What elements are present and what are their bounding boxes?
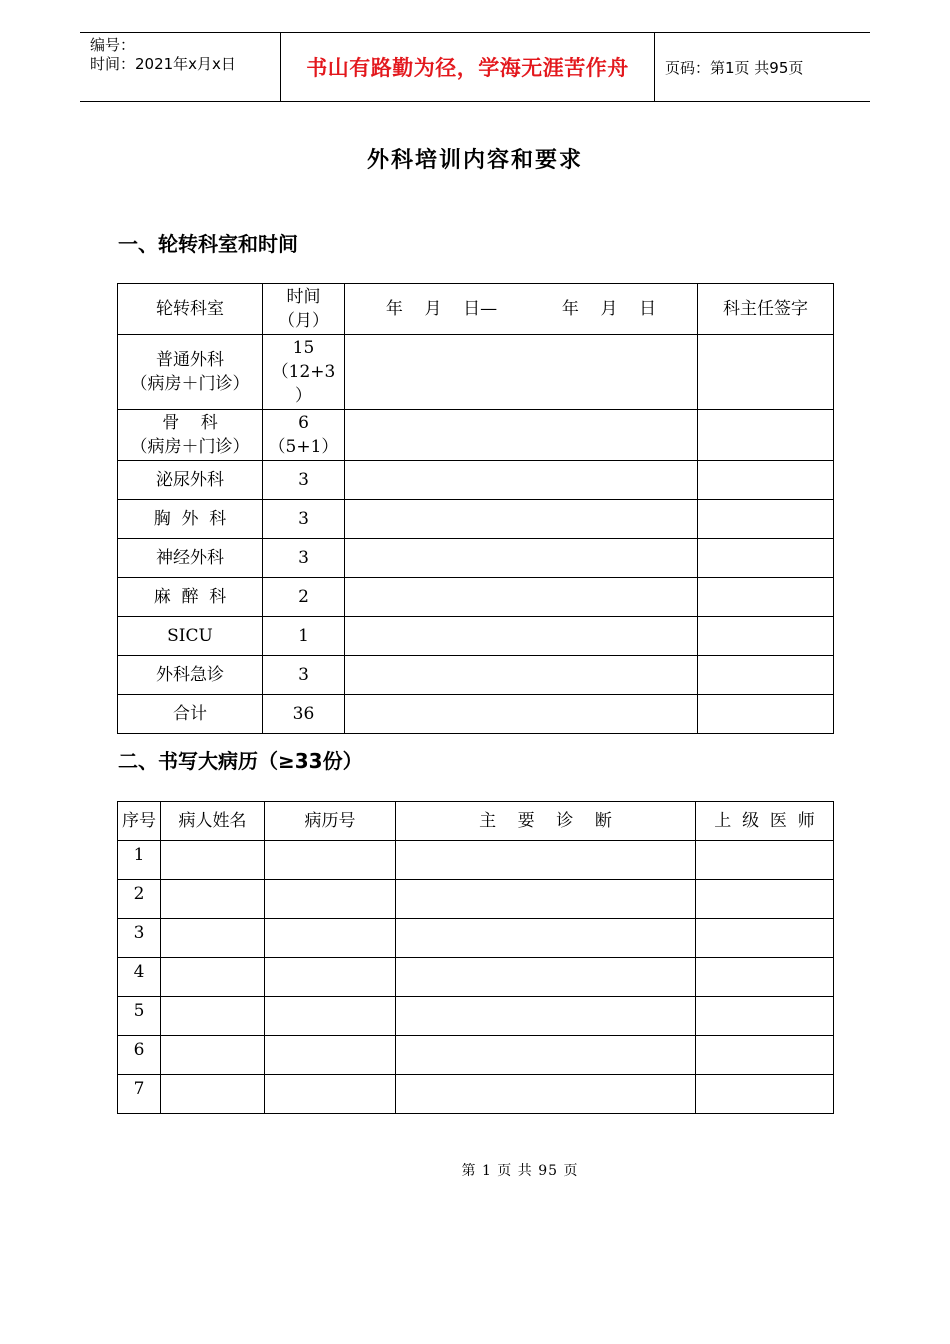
sign-cell	[698, 335, 834, 410]
patient-name-cell	[161, 1075, 265, 1114]
patient-name-cell	[161, 958, 265, 997]
table-row	[118, 1036, 834, 1075]
row-number: 7	[118, 1075, 161, 1114]
rotation-header-row	[118, 284, 834, 335]
sign-cell	[698, 656, 834, 695]
months-value: 6	[298, 413, 309, 433]
diagnosis-cell	[396, 919, 696, 958]
dept-name: 胸 外 科	[118, 500, 263, 539]
page-footer	[0, 1160, 950, 1180]
diagnosis-cell	[396, 880, 696, 919]
doctor-cell	[696, 1036, 834, 1075]
record-no-cell	[265, 919, 396, 958]
months-value: 3	[263, 656, 345, 695]
diagnosis-cell	[396, 1036, 696, 1075]
table-row	[118, 841, 834, 880]
serial-label: 编号：	[90, 36, 136, 54]
dates-cell	[345, 656, 698, 695]
row-number: 5	[118, 997, 161, 1036]
records-header-row	[118, 802, 834, 841]
dept-cell	[118, 335, 263, 410]
dept-name: 泌尿外科	[118, 461, 263, 500]
sign-cell	[698, 461, 834, 500]
sign-cell	[698, 578, 834, 617]
header-sign: 科主任签字	[698, 284, 834, 335]
record-no-cell	[265, 841, 396, 880]
footer-page-number: 第 1 页 共 95 页	[461, 1163, 579, 1179]
header-dept: 轮转科室	[118, 284, 263, 335]
dept-note: （病房＋门诊）	[130, 437, 250, 457]
rotation-total-row	[118, 695, 834, 734]
months-value: 2	[263, 578, 345, 617]
dept-cell	[118, 410, 263, 461]
header-page-info: 页码：第1页 共95页	[665, 58, 804, 77]
diagnosis-cell	[396, 1075, 696, 1114]
dept-name: 麻 醉 科	[118, 578, 263, 617]
sign-cell	[698, 410, 834, 461]
patient-name-cell	[161, 919, 265, 958]
dates-cell	[345, 500, 698, 539]
months-cell	[263, 410, 345, 461]
section-rotation-title: 一、轮转科室和时间	[118, 232, 298, 256]
rotation-table	[117, 283, 834, 734]
header-no: 序号	[118, 802, 161, 841]
months-cell	[263, 335, 345, 410]
table-row	[118, 997, 834, 1036]
date-label: 时间：2021年x月x日	[90, 55, 236, 73]
diagnosis-cell	[396, 841, 696, 880]
sign-cell	[698, 500, 834, 539]
rotation-row	[118, 461, 834, 500]
rotation-row	[118, 500, 834, 539]
dept-name: 外科急诊	[118, 656, 263, 695]
row-number: 6	[118, 1036, 161, 1075]
dates-cell	[345, 461, 698, 500]
doctor-cell	[696, 1075, 834, 1114]
dept-name: SICU	[118, 617, 263, 656]
record-no-cell	[265, 1036, 396, 1075]
patient-name-cell	[161, 880, 265, 919]
patient-name-cell	[161, 841, 265, 880]
records-table	[117, 801, 834, 1114]
table-row	[118, 1075, 834, 1114]
dates-cell	[345, 617, 698, 656]
rotation-row	[118, 656, 834, 695]
sign-cell	[698, 695, 834, 734]
diagnosis-cell	[396, 958, 696, 997]
record-no-cell	[265, 997, 396, 1036]
record-no-cell	[265, 1075, 396, 1114]
header-time-line1: 时间	[286, 287, 321, 307]
page-header	[80, 32, 870, 102]
doctor-cell	[696, 880, 834, 919]
rotation-row	[118, 335, 834, 410]
rotation-row	[118, 410, 834, 461]
months-value: 3	[263, 500, 345, 539]
total-label: 合计	[118, 695, 263, 734]
months-value: 1	[263, 617, 345, 656]
row-number: 3	[118, 919, 161, 958]
header-time	[263, 284, 345, 335]
months-value: 15	[292, 338, 315, 358]
section-records-title: 二、书写大病历（≥33份）	[118, 749, 363, 773]
dates-cell	[345, 410, 698, 461]
dates-cell	[345, 335, 698, 410]
header-time-line2: （月）	[278, 311, 329, 331]
total-months: 36	[263, 695, 345, 734]
patient-name-cell	[161, 1036, 265, 1075]
header-doctor: 上 级 医 师	[696, 802, 834, 841]
patient-name-cell	[161, 997, 265, 1036]
months-note: （12+3	[271, 362, 336, 382]
sign-cell	[698, 539, 834, 578]
dept-name: 普通外科	[156, 350, 224, 370]
doctor-cell	[696, 841, 834, 880]
dept-name: 骨 科	[162, 413, 218, 433]
document-title: 外科培训内容和要求	[366, 147, 583, 173]
rotation-row	[118, 539, 834, 578]
diagnosis-cell	[396, 997, 696, 1036]
months-note-end: ）	[295, 386, 312, 406]
header-dates: 年 月 日— 年 月 日	[345, 284, 698, 335]
table-row	[118, 958, 834, 997]
table-row	[118, 919, 834, 958]
rotation-row	[118, 578, 834, 617]
months-note: （5+1）	[268, 437, 339, 457]
header-diagnosis: 主 要 诊 断	[396, 802, 696, 841]
row-number: 4	[118, 958, 161, 997]
dates-cell	[345, 695, 698, 734]
months-value: 3	[263, 461, 345, 500]
header-meta	[80, 33, 281, 101]
dates-cell	[345, 578, 698, 617]
doctor-cell	[696, 958, 834, 997]
doctor-cell	[696, 997, 834, 1036]
dates-cell	[345, 539, 698, 578]
months-value: 3	[263, 539, 345, 578]
record-no-cell	[265, 958, 396, 997]
dept-name: 神经外科	[118, 539, 263, 578]
row-number: 2	[118, 880, 161, 919]
doctor-cell	[696, 919, 834, 958]
dept-note: （病房＋门诊）	[130, 374, 250, 394]
row-number: 1	[118, 841, 161, 880]
header-motto: 书山有路勤为径，学海无涯苦作舟	[281, 33, 655, 101]
table-row	[118, 880, 834, 919]
sign-cell	[698, 617, 834, 656]
header-patient-name: 病人姓名	[161, 802, 265, 841]
record-no-cell	[265, 880, 396, 919]
header-record-no: 病历号	[265, 802, 396, 841]
rotation-row	[118, 617, 834, 656]
